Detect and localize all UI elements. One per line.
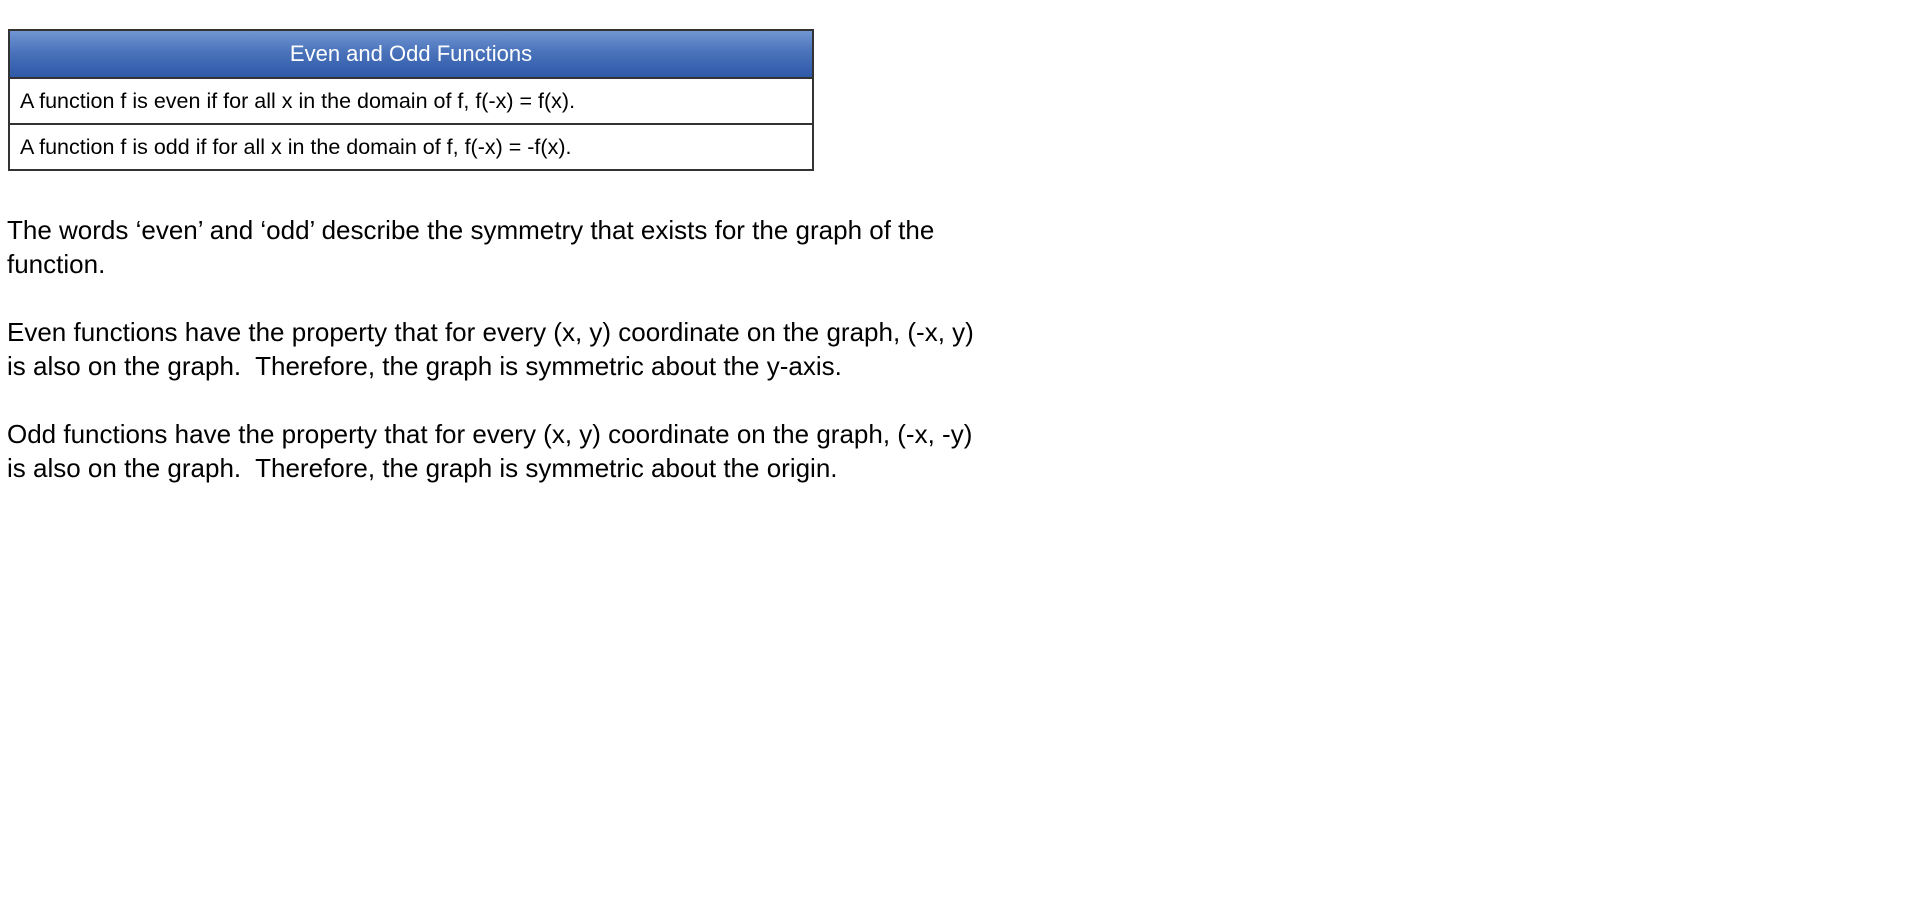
paragraph-line: The words ‘even’ and ‘odd’ describe the symmetry that exists for the graph of the [7,215,935,245]
paragraph-line: Odd functions have the property that for every (x, y) coordinate on the graph, (-x, -y) [7,419,973,449]
even-functions-paragraph [7,315,1087,383]
even-definition-row: A function f is even if for all x in the domain of f, f(-x) = f(x). [10,79,812,123]
paragraph-line: is also on the graph. Therefore, the graph is symmetric about the y-axis. [7,351,842,381]
paragraph-line: function. [7,249,106,279]
symmetry-intro-paragraph [7,213,1087,281]
paragraph-line: Even functions have the property that for every (x, y) coordinate on the graph, (-x, y) [7,317,974,347]
odd-definition-row: A function f is odd if for all x in the domain of f, f(-x) = -f(x). [10,123,812,169]
definitions-table [8,29,814,171]
paragraph-line: is also on the graph. Therefore, the graph is symmetric about the origin. [7,453,838,483]
table-header: Even and Odd Functions [10,31,812,79]
odd-functions-paragraph [7,417,1087,485]
